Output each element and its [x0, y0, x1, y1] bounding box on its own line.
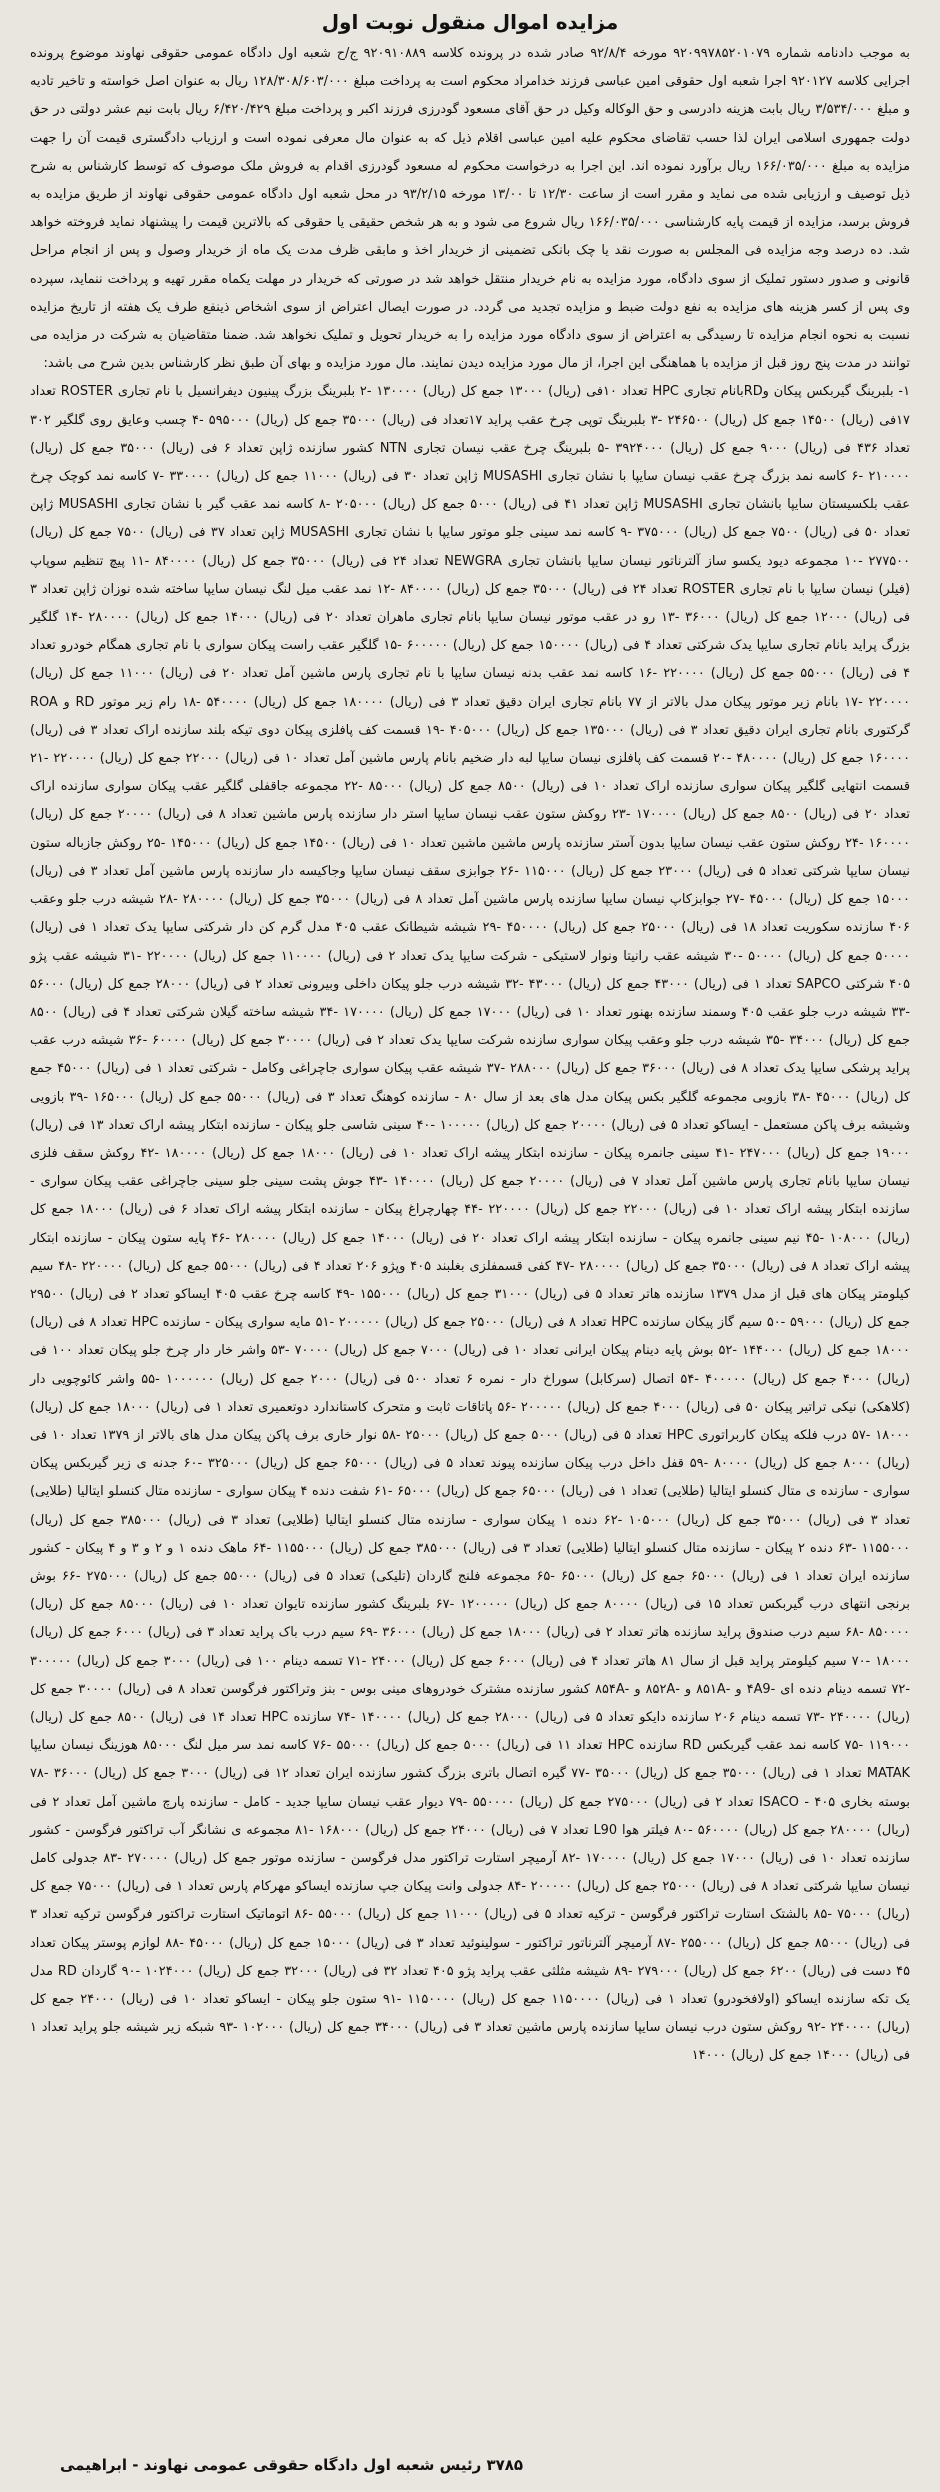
- notice-body: [30, 40, 910, 2071]
- notice-code: ۳۷۸۵: [486, 2456, 524, 2474]
- notice-items-paragraph: ۱- بلبرینگ گیربکس پیکان وRDبانام تجاری HPC تعداد ۱۰فی (ریال) ۱۳۰۰۰ جمع کل (ریال) ۱۳۰۰۰۰ -۲ بلبرینگ بزرگ پینیون دیفرانسیل با نام تجاری ROSTER تعداد ۱۷فی (ریال) ۱۴۵۰۰ جمع کل (ریال) ۲۴۶۵۰۰ -۳ بلبرینگ توپی چرخ عقب پراید ۱۷تعداد فی (ریال) ۳۵۰۰۰ جمع کل (ریال) ۵۹۵۰۰۰ -۴ چسب وعایق روی گلگیر ۳۰۲ تعداد ۴۳۶ فی (ریال) ۹۰۰۰ جمع کل (ریال) ۳۹۲۴۰۰۰ -۵ بلبرینگ چرخ عقب نیسان تجاری NTN کشور سازنده ژاپن تعداد ۶ فی (ریال) ۳۵۰۰۰ جمع کل (ریال) ۲۱۰۰۰۰ -۶ کاسه نمد بزرگ چرخ عقب نیسان سایپا با نشان تجاری MUSASHI ژاپن تعداد ۳۰ فی (ریال) ۱۱۰۰۰ جمع کل (ریال) ۳۳۰۰۰۰ -۷ کاسه نمد کوچک چرخ عقب بلکسیستان سایپا بانشان تجاری MUSASHI ژاپن تعداد ۴۱ فی (ریال) ۵۰۰۰ جمع کل (ریال) ۲۰۵۰۰۰ -۸ کاسه نمد عقب گیر با نشان تجاری MUSASHI ژاپن تعداد ۵۰ فی (ریال) ۷۵۰۰ جمع کل (ریال) ۳۷۵۰۰۰ -۹ کاسه نمد سینی جلو موتور سایپا با نشان تجاری MUSASHI ژاپن تعداد ۳۷ فی (ریال) ۷۵۰۰ جمع کل (ریال) ۲۷۷۵۰۰ -۱۰ مجموعه دیود یکسو ساز آلترناتور نیسان سایپا بانشان تجاری NEWGRA تعداد ۲۴ فی (ریال) ۳۵۰۰۰ جمع کل (ریال) ۸۴۰۰۰۰ -۱۱ پیچ تنظیم سوپاپ (فیلر) نیسان سایپا با نام تجاری ROSTER تعداد ۲۴ فی (ریال) ۳۵۰۰۰ جمع کل (ریال) ۸۴۰۰۰۰ -۱۲ نمد عقب میل لنگ نیسان سایپا ساخته شده نوزان ژاپن تعداد ۳ فی (ریال) ۱۲۰۰۰ جمع کل (ریال) ۳۶۰۰۰ -۱۳ رو در عقب موتور نیسان سایپا بانام تجاری ماهران تعداد ۲۰ فی (ریال) ۱۴۰۰۰ جمع کل (ریال) ۲۸۰۰۰۰ -۱۴ گلگیر بزرگ پراید بانام تجاری سایپا یدک شرکتی تعداد ۴ فی (ریال) ۱۵۰۰۰۰ جمع کل (ریال) ۶۰۰۰۰۰ -۱۵ گلگیر عقب راست پیکان سواری با نام تجاری همگام خودرو تعداد ۴ فی (ریال) ۵۵۰۰۰ جمع کل (ریال) ۲۲۰۰۰۰ -۱۶ کاسه نمد عقب بدنه نیسان سایپا با نام تجاری پارس ماشین آمل تعداد ۲۰ فی (ریال) ۱۱۰۰۰ جمع کل (ریال) ۲۲۰۰۰۰ -۱۷ بانام زیر موتور پیکان مدل بالاتر از ۷۷ بانام تجاری ایران دقیق تعداد ۳ فی (ریال) ۱۸۰۰۰۰ جمع کل (ریال) ۵۴۰۰۰۰ -۱۸ رام زیر موتور RD و ROA گرکتوری بانام تجاری ایران دقیق تعداد ۳ فی (ریال) ۱۳۵۰۰۰ جمع کل (ریال) ۴۰۵۰۰۰ -۱۹ قسمت کف پافلزی پیکان دوی تیکه بلند سازنده اراک تعداد ۳ فی (ریال) ۱۶۰۰۰۰ جمع کل (ریال) ۴۸۰۰۰۰ -۲۰ قسمت کف پافلزی نیسان سایپا لبه دار ضخیم بانام پارس ماشین آمل تعداد ۱۰ فی (ریال) ۲۲۰۰۰ جمع کل (ریال) ۲۲۰۰۰۰ -۲۱ قسمت انتهایی گلگیر پیکان سواری سازنده اراک تعداد ۱۰ فی (ریال) ۸۵۰۰ جمع کل (ریال) ۸۵۰۰۰ -۲۲ مجموعه جاقفلی گلگیر عقب پیکان سواری سازنده اراک تعداد ۲۰ فی (ریال) ۸۵۰۰ جمع کل (ریال) ۱۷۰۰۰۰ -۲۳ روکش ستون عقب نیسان سایپا استر دار سازنده پارس ماشین تعداد ۸ فی (ریال) ۲۰۰۰۰ جمع کل (ریال) ۱۶۰۰۰۰ -۲۴ روکش ستون عقب نیسان سایپا بدون آستر سازنده پارس ماشین ماشین تعداد ۱۰ فی (ریال) ۱۴۵۰۰ جمع کل (ریال) ۱۴۵۰۰۰ -۲۵ روکش جازباله ستون نیسان سایپا شرکتی تعداد ۵ فی (ریال) ۲۳۰۰۰ جمع کل (ریال) ۱۱۵۰۰۰ -۲۶ جوابزی سقف نیسان سایپا وجاکیسه دار سازنده پارس ماشین آمل تعداد ۳ فی (ریال) ۱۵۰۰۰ جمع کل (ریال) ۴۵۰۰۰ -۲۷ جوابزکاپ نیسان سایپا سازنده پارس ماشین آمل تعداد ۸ فی (ریال) ۳۵۰۰۰ جمع کل (ریال) ۲۸۰۰۰۰ -۲۸ شیشه درب جلو وعقب ۴۰۶ سازنده سکوریت تعداد ۱۸ فی (ریال) ۲۵۰۰۰ جمع کل (ریال) ۴۵۰۰۰۰ -۲۹ شیشه شیطانک عقب ۴۰۵ مدل گرم کن دار شرکتی سایپا یدک تعداد ۱ فی (ریال) ۵۰۰۰۰ جمع کل (ریال) ۵۰۰۰۰ -۳۰ شیشه عقب رانیتا ونوار لاستیکی - شرکت سایپا یدک تعداد ۲ فی (ریال) ۱۱۰۰۰۰ جمع کل (ریال) ۲۲۰۰۰۰ -۳۱ شیشه عقب پژو ۴۰۵ شرکتی SAPCO تعداد ۱ فی (ریال) ۴۳۰۰۰ جمع کل (ریال) ۴۳۰۰۰ -۳۲ شیشه درب جلو پیکان داخلی وبیرونی تعداد ۲ فی (ریال) ۲۸۰۰۰ جمع کل (ریال) ۵۶۰۰۰ -۳۳ شیشه درب جلو عقب ۴۰۵ وسمند سازنده بهنور تعداد ۱۰ فی (ریال) ۱۷۰۰۰ جمع کل (ریال) ۱۷۰۰۰۰ -۳۴ شیشه ساخته گیلان شرکتی تعداد ۴ فی (ریال) ۸۵۰۰ جمع کل (ریال) ۳۴۰۰۰ -۳۵ شیشه درب جلو وعقب پیکان سواری سازنده شرکت سایپا یدک تعداد ۲ فی (ریال) ۳۰۰۰۰ جمع کل (ریال) ۶۰۰۰۰ -۳۶ شیشه درب عقب پراید پرشکی سایپا یدک تعداد ۸ فی (ریال) ۳۶۰۰۰ جمع کل (ریال) ۲۸۸۰۰۰ -۳۷ شیشه عقب پیکان سواری جاچراغی وکامل - شرکتی تعداد ۱ فی (ریال) ۴۵۰۰۰ جمع کل (ریال) ۴۵۰۰۰ -۳۸ بازوبی مجموعه گلگیر بکس پیکان مدل های بعد از سال ۸۰ - سازنده کوهنگ تعداد ۳ فی (ریال) ۵۵۰۰۰ جمع کل (ریال) ۱۶۵۰۰۰ -۳۹ بازویی وشیشه برف پاکن مستعمل - ایساکو تعداد ۵ فی (ریال) ۲۰۰۰۰ جمع کل (ریال) ۱۰۰۰۰۰ -۴۰ سینی شاسی جلو پیکان - سازنده ابتکار پیشه اراک تعداد ۱۳ فی (ریال) ۱۹۰۰۰ جمع کل (ریال) ۲۴۷۰۰۰ -۴۱ سینی جانمره پیکان - سازنده ابتکار پیشه اراک تعداد ۱۰ فی (ریال) ۱۸۰۰۰ جمع کل (ریال) ۱۸۰۰۰۰ -۴۲ روکش سقف فلزی نیسان سایپا بانام تجاری پارس ماشین آمل تعداد ۷ فی (ریال) ۲۰۰۰۰ جمع کل (ریال) ۱۴۰۰۰۰ -۴۳ جوش پشت سینی جلو سینی جاچراغی عقب پیکان سواری - سازنده ابتکار پیشه اراک تعداد ۱۰ فی (ریال) ۲۲۰۰۰ جمع کل (ریال) ۲۲۰۰۰۰ -۴۴ چهارچراغ پیکان - سازنده ابتکار پیشه اراک تعداد ۶ فی (ریال) ۱۸۰۰۰ جمع کل (ریال) ۱۰۸۰۰۰ -۴۵ نیم سینی جانمره پیکان - سازنده ابتکار پیشه اراک تعداد ۲۰ فی (ریال) ۱۴۰۰۰ جمع کل (ریال) ۲۸۰۰۰۰ -۴۶ پایه ستون پیکان - سازنده ابتکار پیشه اراک تعداد ۸ فی (ریال) ۳۵۰۰۰ جمع کل (ریال) ۲۸۰۰۰۰ -۴۷ کفی قسمفلزی بغلبند ۴۰۵ وپژو ۲۰۶ تعداد ۴ فی (ریال) ۵۵۰۰۰ جمع کل (ریال) ۲۲۰۰۰۰ -۴۸ سیم کیلومتر پیکان های قبل از مدل ۱۳۷۹ سازنده هاتر تعداد ۵ فی (ریال) ۳۱۰۰۰ جمع کل (ریال) ۱۵۵۰۰۰ -۴۹ کاسه چرخ عقب ۴۰۵ ایساکو تعداد ۲ فی (ریال) ۲۹۵۰۰ جمع کل (ریال) ۵۹۰۰۰ -۵۰ سیم گاز پیکان سازنده HPC تعداد ۸ فی (ریال) ۲۵۰۰۰ جمع کل (ریال) ۲۰۰۰۰۰ -۵۱ مایه سواری پیکان - سازنده HPC تعداد ۸ فی (ریال) ۱۸۰۰۰ جمع کل (ریال) ۱۴۴۰۰۰ -۵۲ بوش پایه دینام پیکان ایرانی تعداد ۱۰ فی (ریال) ۷۰۰۰ جمع کل (ریال) ۷۰۰۰۰ -۵۳ واشر خار دار چرخ جلو پیکان تعداد ۱۰۰ فی (ریال) ۴۰۰۰ جمع کل (ریال) ۴۰۰۰۰۰ -۵۴ اتصال (سرکابل) سوراخ دار - نمره ۶ تعداد ۵۰۰ فی (ریال) ۲۰۰۰ جمع کل (ریال) ۱۰۰۰۰۰۰ -۵۵ واشر کائوچویی دار (کلاهکی) نیکی تراتیر پیکان ۵۰ فی (ریال) ۴۰۰۰ جمع کل (ریال) ۲۰۰۰۰۰ -۵۶ پاتاقات ثابت و متحرک کاستاندارد دوتعمیری تعداد ۱ فی (ریال) ۱۸۰۰۰ جمع کل (ریال) ۱۸۰۰۰ -۵۷ درب فلکه پیکان کاربراتوری HPC تعداد ۵ فی (ریال) ۵۰۰۰ جمع کل (ریال) ۲۵۰۰۰ -۵۸ نوار خاری برف پاکن پیکان مدل های بالاتر از ۱۳۷۹ تعداد ۱۰ فی (ریال) ۸۰۰۰ جمع کل (ریال) ۸۰۰۰۰ -۵۹ قفل داخل درب پیکان سازنده پیوند تعداد ۵ فی (ریال) ۶۵۰۰۰ جمع کل (ریال) ۳۲۵۰۰۰ -۶۰ جدنه ی زیر گیربکس پیکان سواری - سازنده ی متال کنسلو ایتالیا (طلایی) تعداد ۱ فی (ریال) ۶۵۰۰۰ جمع کل (ریال) ۶۵۰۰۰ -۶۱ شفت دنده ۴ پیکان سواری - سازنده متال کنسلو ایتالیا (طلایی) تعداد ۳ فی (ریال) ۳۵۰۰۰ جمع کل (ریال) ۱۰۵۰۰۰ -۶۲ دنده ۱ پیکان سواری - سازنده متال کنسلو ایتالیا (طلایی) تعداد ۳ فی (ریال) ۳۸۵۰۰۰ جمع کل (ریال) ۱۱۵۵۰۰۰ -۶۳ دنده ۲ پیکان - سازنده متال کنسلو ایتالیا (طلایی) تعداد ۳ فی (ریال) ۳۸۵۰۰۰ جمع کل (ریال) ۱۱۵۵۰۰۰ -۶۴ ماهک دنده ۱ و ۲ و ۳ و ۴ پیکان - کشور سازنده ایران تعداد ۱ فی (ریال) ۶۵۰۰۰ جمع کل (ریال) ۶۵۰۰۰ -۶۵ مجموعه فلنج گاردان (تلیکی) تعداد ۵ فی (ریال) ۵۵۰۰۰ جمع کل (ریال) ۲۷۵۰۰۰ -۶۶ بوش برنجی انتهای درب گیربکس تعداد ۱۵ فی (ریال) ۸۰۰۰۰ جمع کل (ریال) ۱۲۰۰۰۰۰ -۶۷ بلبرینگ کشور سازنده تایوان تعداد ۱۰ فی (ریال) ۸۵۰۰۰ جمع کل (ریال) ۸۵۰۰۰۰ -۶۸ سیم درب صندوق پراید سازنده هاتر تعداد ۲ فی (ریال) ۱۸۰۰۰ جمع کل (ریال) ۳۶۰۰۰ -۶۹ سیم درب باک پراید تعداد ۳ فی (ریال) ۶۰۰۰ جمع کل (ریال) ۱۸۰۰۰ -۷۰ سیم کیلومتر پراید قبل از سال ۸۱ هاتر تعداد ۴ فی (ریال) ۶۰۰۰ جمع کل (ریال) ۲۴۰۰۰ -۷۱ تسمه دینام ۱۰۰ فی (ریال) ۳۰۰۰ جمع کل (ریال) ۳۰۰۰۰۰ -۷۲ تسمه دینام دنده ای -۴A9 و -۸۵۱A و -۸۵۲A و -۸۵۴A کشور سازنده مشترک خودروهای مینی بوس - بنز وتراکتور فرگوسن تعداد ۸ فی (ریال) ۳۰۰۰۰ جمع کل (ریال) ۲۴۰۰۰۰ -۷۳ تسمه دینام ۲۰۶ سازنده دایکو تعداد ۵ فی (ریال) ۲۸۰۰۰ جمع کل (ریال) ۱۴۰۰۰۰ -۷۴ سازنده HPC تعداد ۱۴ فی (ریال) ۸۵۰۰ جمع کل (ریال) ۱۱۹۰۰۰ -۷۵ کاسه نمد عقب گیربکس RD سازنده HPC تعداد ۱۱ فی (ریال) ۵۰۰۰ جمع کل (ریال) ۵۵۰۰۰ -۷۶ کاسه نمد سر میل لنگ ۸۵۰۰۰ هوزینگ نیسان سایپا MATAK تعداد ۱ فی (ریال) ۳۵۰۰۰ جمع کل (ریال) ۳۵۰۰۰ -۷۷ گیره اتصال باتری بزرگ کشور سازنده ایران تعداد ۱۲ فی (ریال) ۳۰۰۰ جمع کل (ریال) ۳۶۰۰۰ -۷۸ بوسته بخاری ۴۰۵ - ISACO تعداد ۲ فی (ریال) ۲۷۵۰۰۰ جمع کل (ریال) ۵۵۰۰۰۰ -۷۹ دیوار عقب نیسان سایپا جدید - کامل - سازنده پارچ ماشین آمل تعداد ۲ فی (ریال) ۲۸۰۰۰۰ جمع کل (ریال) ۵۶۰۰۰۰ -۸۰ فیلتر هوا L90 تعداد ۷ فی (ریال) ۲۴۰۰۰ جمع کل (ریال) ۱۶۸۰۰۰ -۸۱ مجموعه ی نشانگر آب تراکتور فرگوسن - کشور سازنده تعداد ۱۰ فی (ریال) ۱۷۰۰۰ جمع کل (ریال) ۱۷۰۰۰۰ -۸۲ آرمیچر استارت تراکتور مدل فرگوسن - سازنده موتور جمع کل (ریال) ۲۷۰۰۰۰ -۸۳ جدولی کامل نیسان سایپا شرکتی تعداد ۸ فی (ریال) ۲۵۰۰۰ جمع کل (ریال) ۲۰۰۰۰۰ -۸۴ جدولی وانت پیکان جپ سازنده ایساکو مهرکام پارس تعداد ۱ فی (ریال) ۷۵۰۰۰ جمع کل (ریال) ۷۵۰۰۰ -۸۵ بالشتک استارت تراکتور فرگوسن - ترکیه تعداد ۵ فی (ریال) ۱۱۰۰۰ جمع کل (ریال) ۵۵۰۰۰ -۸۶ اتوماتیک استارت تراکتور فرگوسن ترکیه تعداد ۳ فی (ریال) ۸۵۰۰۰ جمع کل (ریال) ۲۵۵۰۰۰ -۸۷ آرمیچر آلترناتور تراکتور - سولینوئید تعداد ۳ فی (ریال) ۱۵۰۰۰ جمع کل (ریال) ۴۵۰۰۰ -۸۸ لوازم پوستر پیکان تعداد ۴۵ دست فی (ریال) ۶۲۰۰ جمع کل (ریال) ۲۷۹۰۰۰ -۸۹ شیشه مثلثی عقب پراید پژو ۴۰۵ تعداد ۳۲ فی (ریال) ۳۲۰۰۰ جمع کل (ریال) ۱۰۲۴۰۰۰ -۹۰ گاردان RD مدل یک تکه سازنده ایساکو (اولافخودرو) تعداد ۱ فی (ریال) ۱۱۵۰۰۰۰ جمع کل (ریال) ۱۱۵۰۰۰۰ -۹۱ ستون جلو پیکان - ایساکو تعداد ۱۰ فی (ریال) ۲۴۰۰۰ جمع کل (ریال) ۲۴۰۰۰۰ -۹۲ روکش ستون درب نیسان سایپا سازنده پارس ماشین تعداد ۳ فی (ریال) ۳۴۰۰۰ جمع کل (ریال) ۱۰۲۰۰۰ -۹۳ شبکه زیر شیشه جلو پراید تعداد ۱ فی (ریال) ۱۴۰۰۰ جمع کل (ریال) ۱۴۰۰۰: [30, 384, 911, 2064]
- notice-signature: رئیس شعبه اول دادگاه حقوقی عمومی نهاوند - ابراهیمی: [60, 2456, 482, 2474]
- notice-footer: [60, 2456, 910, 2474]
- notice-intro-paragraph: به موجب دادنامه شماره ۹۲۰۹۹۷۸۵۲۰۱۰۷۹ مورخه ۹۲/۸/۴ صادر شده در پرونده کلاسه ۹۲۰۹۱۰۸۸۹ ج/ح شعبه اول دادگاه عمومی حقوقی نهاوند موضوع پرونده اجرایی کلاسه ۹۲۰۱۲۷ اجرا شعبه اول حقوقی امین عباسی فرزند خدامراد محکوم است به پرداخت مبلغ ۱۲۸/۳۰۸/۶۰۳/۰۰۰ ریال به عنوان اصل خواسته و تاخیر تادیه و مبلغ ۳/۵۳۴/۰۰۰ ریال بابت هزینه دادرسی و حق الوکاله وکیل در حق آقای مسعود گودرزی فرزند اکبر و پرداخت مبلغ ۶/۴۲۰/۴۲۹ ریال بابت نیم عشر دولتی در حق دولت جمهوری اسلامی ایران لذا حسب تقاضای محکوم علیه امین عباسی اقلام ذیل که به عنوان مال معرفی نموده است و ارزیاب دادگستری قیمت آن را جهت مزایده به مبلغ ۱۶۶/۰۳۵/۰۰۰ ریال برآورد نموده اند. این اجرا به درخواست محکوم له مسعود گودرزی اقدام به فروش ملک موصوف که توسط کارشناس به شرح ذیل توصیف و ارزیابی شده می نماید و مقرر است از ساعت ۱۲/۳۰ تا ۱۳/۰۰ مورخه ۹۳/۲/۱۵ در محل شعبه اول دادگاه عمومی حقوقی نهاوند از طریق مزایده به فروش برسد، مزایده از قیمت پایه کارشناسی ۱۶۶/۰۳۵/۰۰۰ ریال شروع می شود و به هر شخص حقیقی یا حقوقی که بالاترین قیمت را پیشنهاد نماید فروخته خواهد شد. ده درصد وجه مزایده فی المجلس به صورت نقد یا چک بانکی تضمینی از خریدار اخذ و مابقی ظرف مدت یک ماه از خریدار وصول و پس از انجام مراحل قانونی و صدور دستور تملیک از سوی دادگاه، مورد مزایده به نام خریدار منتقل خواهد شد در صورتی که خریدار در مهلت یکماه مقرر تهیه و پرداخت ننماید، سپرده وی پس از کسر هزینه های مزایده به نفع دولت ضبط و مزایده تجدید می گردد. در صورت ایصال اعتراض از سوی اشخاص ذینفع طرف یک هفته از تاریخ مزایده نسبت به نحوه انجام مزایده تا رسیدگی به اعتراض از سوی دادگاه مورد مزایده را به خریدار تحویل و تملیک نخواهد شد. ضمنا متقاضیان به شرکت در مزایده می توانند در مدت پنج روز قبل از مزایده با هماهنگی این اجرا، از مال مورد مزایده دیدن نمایند. مال مورد مزایده و بهای آن طبق نظر کارشناس بدین شرح می باشد:: [30, 46, 911, 372]
- notice-title: مزایده اموال منقول نوبت اول: [321, 10, 619, 34]
